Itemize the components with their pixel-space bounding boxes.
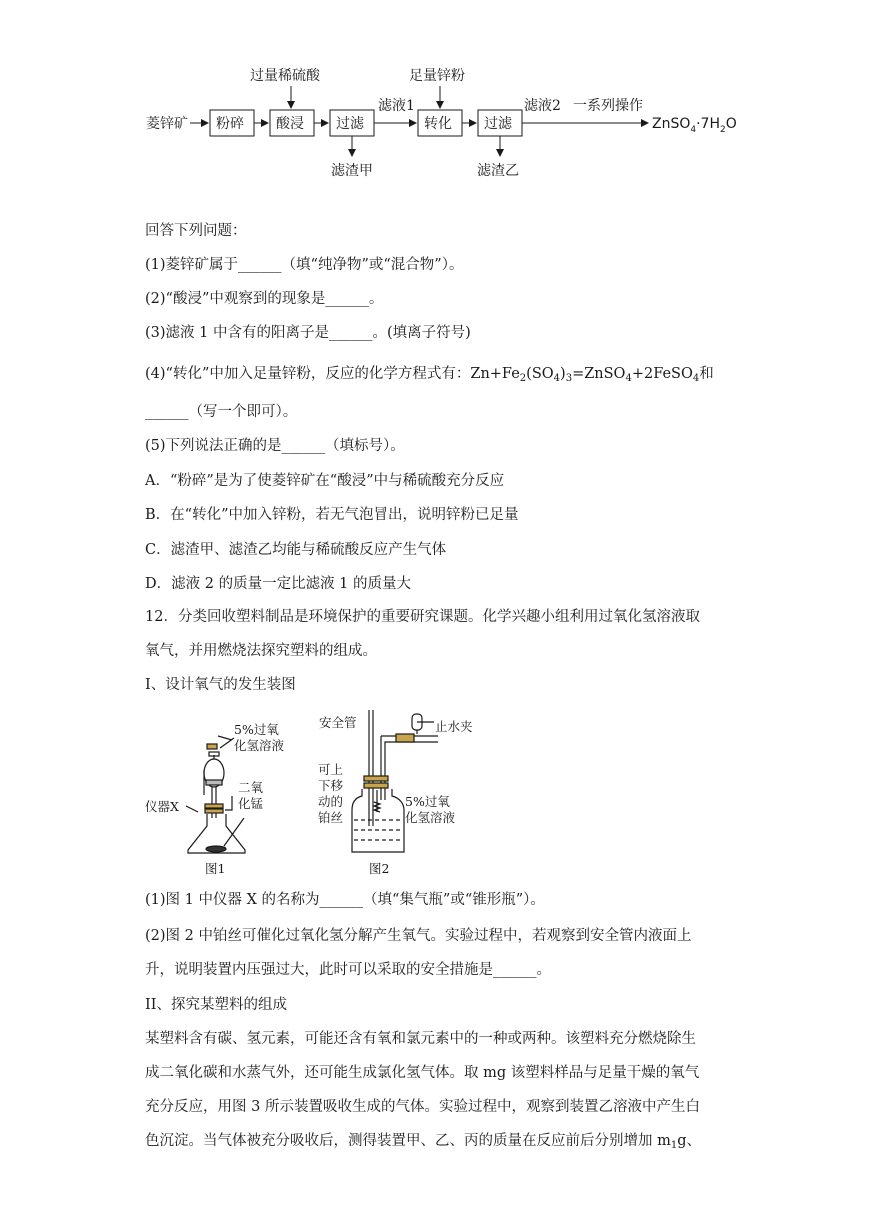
flow-step-acid: 酸浸 xyxy=(276,116,304,132)
figure-2 xyxy=(352,710,438,852)
flow-filtrate-1: 滤液1 xyxy=(378,98,415,114)
q12-sub1: (1)图 1 中仪器 X 的名称为______（填“集气瓶”或“锥形瓶”）。 xyxy=(145,892,545,908)
fig1-label-h2o2-b: 化氢溶液 xyxy=(234,738,285,753)
fig1-label-mno2-b: 化锰 xyxy=(238,796,264,811)
flow-residue-jia: 滤渣甲 xyxy=(331,163,373,179)
flow-filtrate-2: 滤液2 xyxy=(524,98,561,114)
q12-section-1: I、设计氧气的发生装图 xyxy=(145,677,296,693)
q11-option-b: B．在“转化”中加入锌粉，若无气泡冒出，说明锌粉已足量 xyxy=(145,507,519,523)
fig2-label-safety-tube: 安全管 xyxy=(319,715,357,730)
flow-start: 菱锌矿 xyxy=(146,116,188,132)
q12-para-line4: 色沉淀。当气体被充分吸收后，测得装置甲、乙、丙的质量在反应前后分别增加 $m_1g$、 xyxy=(145,1133,702,1151)
flow-reagent-acid: 过量稀硫酸 xyxy=(250,68,320,84)
fig2-label-solution-a: 5%过氧 xyxy=(405,794,450,809)
flow-reagent-zinc: 足量锌粉 xyxy=(409,68,465,84)
q12-para-line2: 成二氧化碳和水蒸气外，还可能生成氯化氢气体。取 mg 该塑料样品与足量干燥的氧气 xyxy=(145,1065,700,1081)
q12-section-2: II、探究某塑料的组成 xyxy=(145,997,287,1013)
q12-para-line1: 某塑料含有碳、氢元素，可能还含有氧和氯元素中的一种或两种。该塑料充分燃烧除生 xyxy=(145,1031,696,1047)
q12-stem-line1: 12．分类回收塑料制品是环境保护的重要研究课题。化学兴趣小组利用过氧化氢溶液取 xyxy=(145,609,700,625)
fig2-label-wire-4: 铂丝 xyxy=(318,810,344,825)
flow-residue-yi: 滤渣乙 xyxy=(477,163,519,179)
q11-option-a: A．“粉碎”是为了使菱锌矿在“酸浸”中与稀硫酸充分反应 xyxy=(145,473,505,489)
fig2-label-wire-2: 下移 xyxy=(318,778,344,793)
fig2-label-clamp: 止水夹 xyxy=(435,719,473,734)
fig2-caption: 图2 xyxy=(369,861,390,876)
q11-part5: (5)下列说法正确的是______（填标号）。 xyxy=(145,438,405,454)
flow-step-convert: 转化 xyxy=(424,116,452,132)
fig1-label-instrument-x: 仪器X xyxy=(145,799,179,814)
q12-sub2-line1: (2)图 2 中铂丝可催化过氧化氢分解产生氧气。实验过程中，若观察到安全管内液面上 xyxy=(145,928,692,944)
q11-part4-cont: ______（写一个即可）。 xyxy=(145,404,298,420)
fig1-label-mno2-a: 二氧 xyxy=(238,780,264,795)
fig1-caption: 图1 xyxy=(205,861,226,876)
fig2-label-wire-3: 动的 xyxy=(318,794,344,809)
flow-step-filter1: 过滤 xyxy=(336,116,364,132)
q11-part1: (1)菱锌矿属于______（填“纯净物”或“混合物”）。 xyxy=(145,257,464,273)
q12-para-line3: 充分反应，用图 3 所示装置吸收生成的气体。实验过程中，观察到装置乙溶液中产生白 xyxy=(145,1099,700,1115)
q11-intro: 回答下列问题： xyxy=(145,223,247,239)
q12-sub2-line2: 升，说明装置内压强过大，此时可以采取的安全措施是______。 xyxy=(145,962,551,978)
fig2-label-wire-1: 可上 xyxy=(318,762,344,777)
q11-part4: (4)“转化”中加入足量锌粉，反应的化学方程式有：$Zn+Fe_2(SO_4)_3=ZnSO_4+2FeSO_4$和 xyxy=(145,366,714,384)
q12-stem-line2: 氧气，并用燃烧法探究塑料的组成。 xyxy=(145,643,377,659)
flow-step-crush: 粉碎 xyxy=(216,116,244,132)
q11-option-d: D．滤液 2 的质量一定比滤液 1 的质量大 xyxy=(145,576,412,592)
fig2-label-solution-b: 化氢溶液 xyxy=(405,810,456,825)
flow-product: $ZnSO_4\cdot 7H_2O$ xyxy=(652,116,737,135)
apparatus-figures xyxy=(0,700,869,890)
process-flow-diagram xyxy=(0,0,869,190)
q11-part3: (3)滤液 1 中含有的阳离子是______。(填离子符号) xyxy=(145,325,471,341)
flow-step-filter2: 过滤 xyxy=(484,116,512,132)
flow-operation: 一系列操作 xyxy=(573,98,643,114)
figure-1 xyxy=(186,736,245,853)
q11-option-c: C．滤渣甲、滤渣乙均能与稀硫酸反应产生气体 xyxy=(145,542,447,558)
fig1-label-h2o2-a: 5%过氧 xyxy=(234,722,279,737)
q11-part2: (2)“酸浸”中观察到的现象是______。 xyxy=(145,291,384,307)
